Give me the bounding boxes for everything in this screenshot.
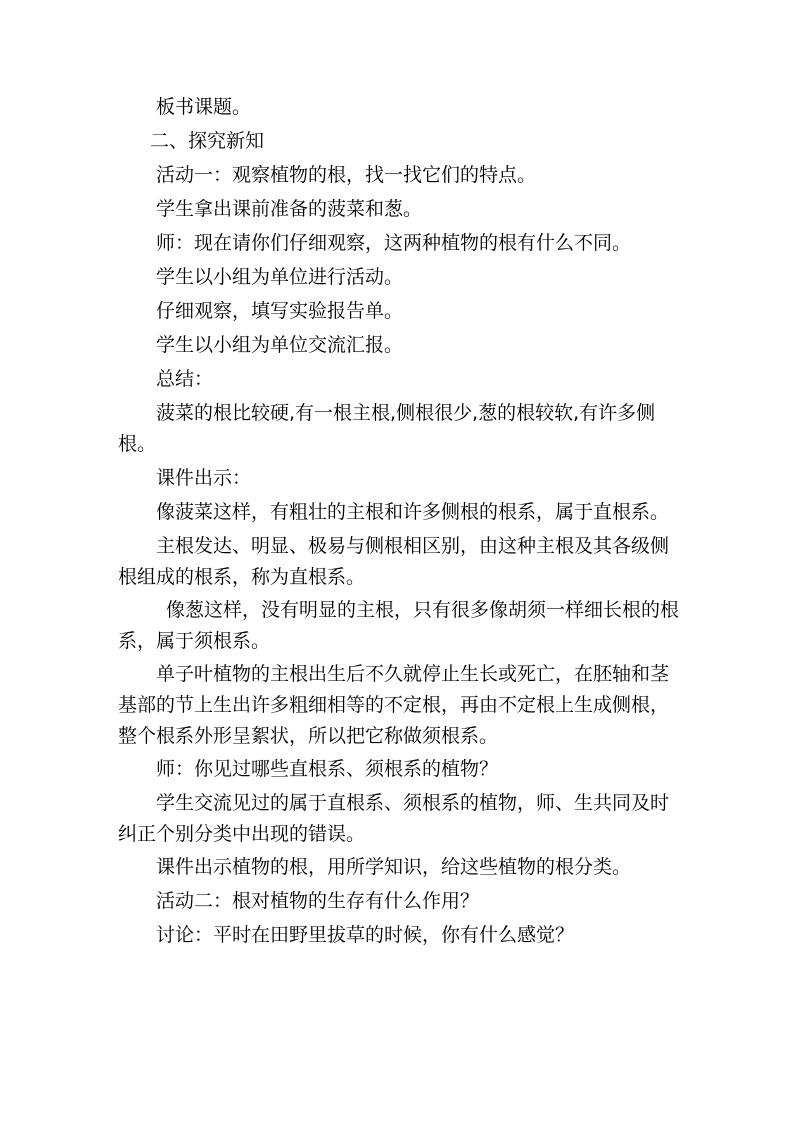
paragraph-board-title: 板书课题。	[156, 96, 252, 118]
paragraph-summary-label: 总结：	[156, 368, 214, 390]
paragraph-group-report: 学生以小组为单位交流汇报。	[156, 334, 404, 356]
paragraph-activity-one: 活动一：观察植物的根，找一找它们的特点。	[156, 164, 537, 186]
section-heading-explore: 二、探究新知	[150, 130, 265, 152]
paragraph-discussion: 讨论：平时在田野里拔草的时候，你有什么感觉？	[156, 924, 575, 946]
paragraph-fibrous-definition: 像葱这样，没有明显的主根，只有很多像胡须一样细长根的根系，属于须根系。	[118, 599, 680, 652]
paragraph-students-prepare: 学生拿出课前准备的菠菜和葱。	[156, 198, 423, 220]
paragraph-courseware-label: 课件出示：	[156, 467, 252, 489]
paragraph-fill-report: 仔细观察，填写实验报告单。	[156, 300, 404, 322]
paragraph-activity-two: 活动二：根对植物的生存有什么作用？	[156, 890, 480, 912]
document-body	[118, 92, 682, 954]
paragraph-taproot-definition: 像菠菜这样，有粗壮的主根和许多侧根的根系，属于直根系。	[156, 501, 670, 523]
paragraph-student-exchange: 学生交流见过的属于直根系、须根系的植物，师、生共同及时纠正个别分类中出现的错误。	[118, 792, 670, 845]
paragraph-teacher-observe: 师：现在请你们仔细观察，这两种植物的根有什么不同。	[156, 232, 632, 254]
paragraph-fibrous-detail: 单子叶植物的主根出生后不久就停止生长或死亡，在胚轴和茎基部的节上生出许多粗细相等的不定根，再由不定根上生成侧根，整个根系外形呈絮状，所以把它称做须根系。	[118, 663, 670, 747]
paragraph-taproot-detail: 主根发达、明显、极易与侧根相区别，由这种主根及其各级侧根组成的根系，称为直根系。	[118, 535, 670, 588]
paragraph-group-activity: 学生以小组为单位进行活动。	[156, 266, 404, 288]
paragraph-summary-text: 菠菜的根比较硬,有一根主根,侧根很少,葱的根较软,有许多侧根。	[118, 402, 656, 455]
paragraph-teacher-question: 师：你见过哪些直根系、须根系的植物？	[156, 758, 499, 780]
paragraph-classify-roots: 课件出示植物的根，用所学知识，给这些植物的根分类。	[156, 856, 632, 878]
